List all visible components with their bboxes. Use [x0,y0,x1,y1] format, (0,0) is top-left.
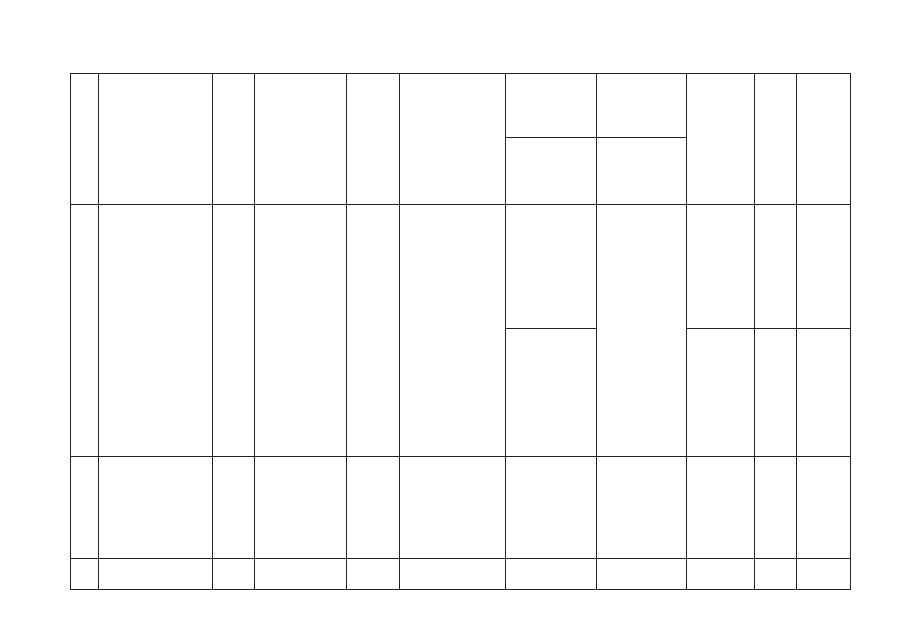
indicator-name [99,74,212,137]
column-divider [98,74,99,589]
row-divider [505,328,596,329]
indicator-name [99,205,212,207]
row-divider [71,456,851,457]
indicators-table [70,73,851,590]
value-one [755,140,796,142]
column-divider [754,74,755,589]
row-divider [686,328,851,329]
column-divider [596,74,597,589]
indicator-definition [255,205,346,207]
responsible-department [797,140,851,204]
indicator-definition [255,74,346,137]
row-number [72,205,98,207]
column-divider [254,74,255,589]
base-indicator [506,74,596,137]
base-indicator [506,138,596,204]
value-dash [687,140,754,142]
column-divider [212,74,213,589]
unit [213,205,254,207]
column-divider [686,74,687,589]
column-divider [399,74,400,589]
column-divider [346,74,347,589]
row-divider [71,558,851,559]
